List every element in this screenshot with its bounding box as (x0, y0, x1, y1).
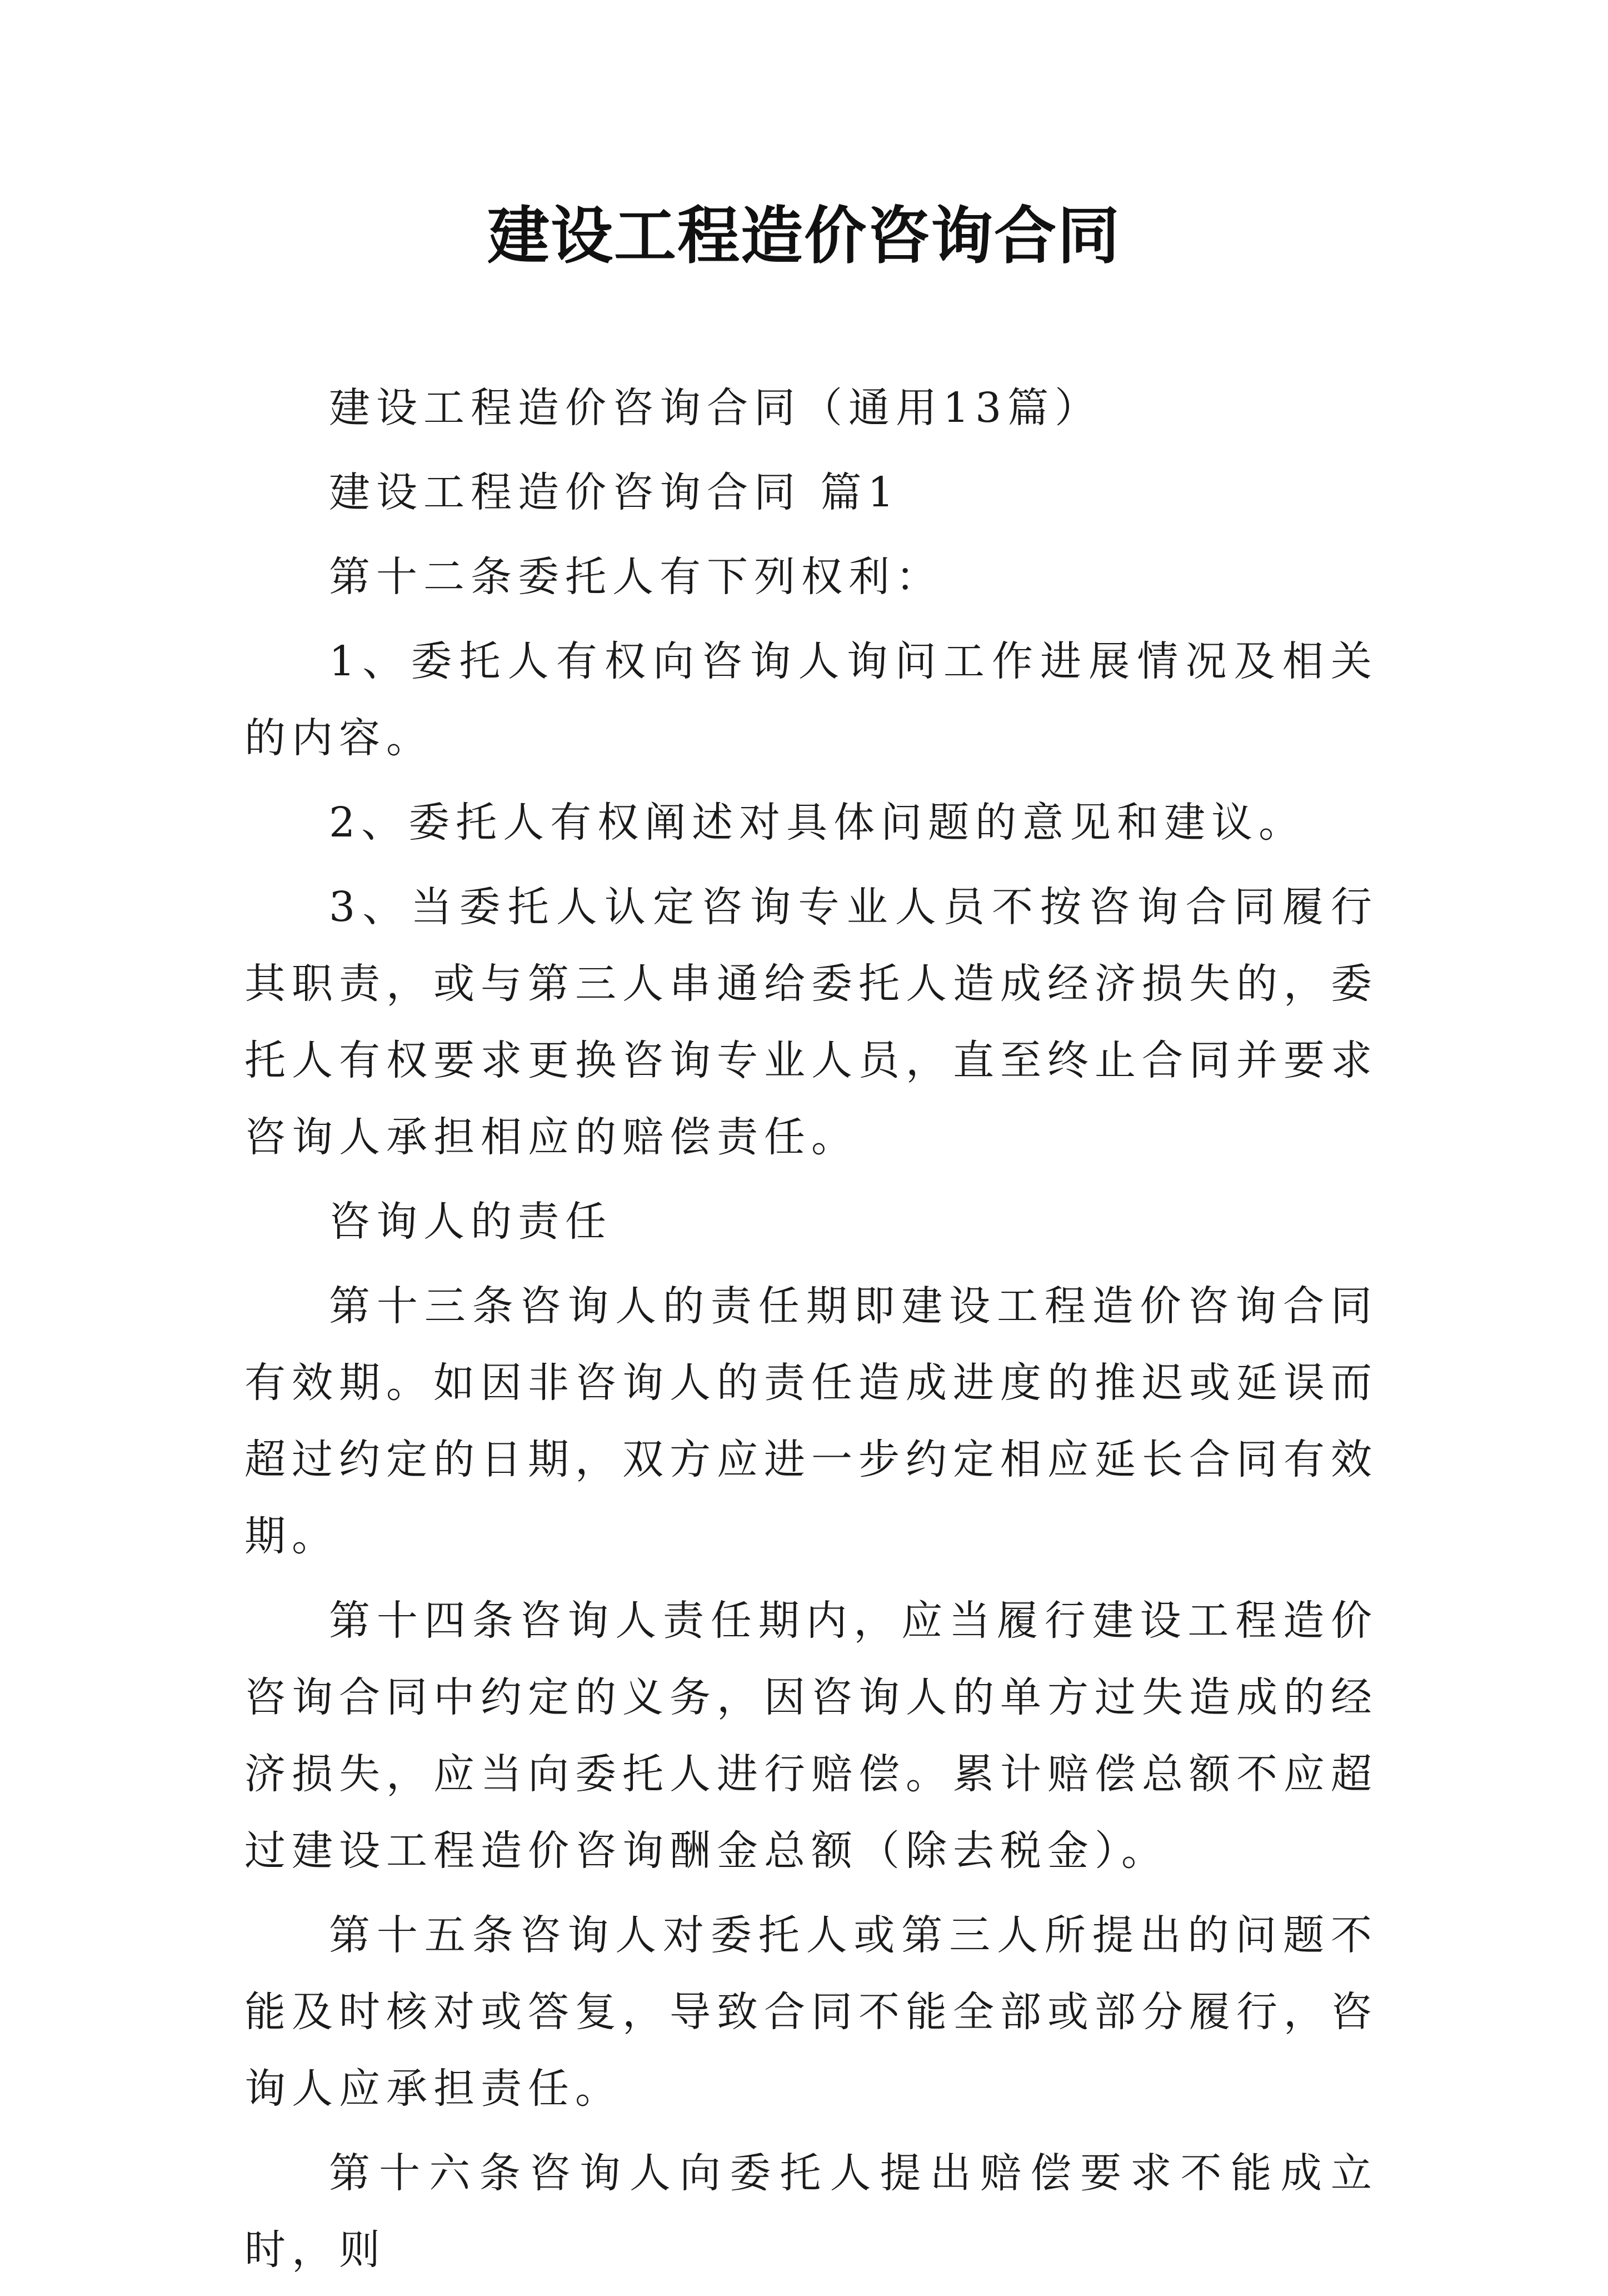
paragraph-article-15: 第十五条咨询人对委托人或第三人所提出的问题不能及时核对或答复，导致合同不能全部或部分履行，咨询人应承担责任。 (244, 1911, 1378, 2113)
document-body (244, 370, 1378, 2296)
paragraph-section-heading: 咨询人的责任 (329, 1198, 612, 1246)
document-title: 建设工程造价咨询合同 (487, 200, 1121, 272)
paragraph-article-14: 第十四条咨询人责任期内，应当履行建设工程造价咨询合同中约定的义务，因咨询人的单方过失造成的经济损失，应当向委托人进行赔偿。累计赔偿总额不应超过建设工程造价咨询酬金总额（除去税金）。 (244, 1597, 1378, 1875)
paragraph-article-13: 第十三条咨询人的责任期即建设工程造价咨询合同有效期。如因非咨询人的责任造成进度的推迟或延误而超过约定的日期，双方应进一步约定相应延长合同有效期。 (244, 1282, 1378, 1560)
paragraph-article-12: 第十二条委托人有下列权利： (329, 553, 943, 601)
paragraph-right-2: 2、委托人有权阐述对具体问题的意见和建议。 (329, 799, 1306, 846)
paragraph-right-1: 1、委托人有权向咨询人询问工作进展情况及相关的内容。 (244, 637, 1378, 762)
paragraph-collection-title: 建设工程造价咨询合同（通用13篇） (329, 384, 1102, 432)
paragraph-article-16: 第十六条咨询人向委托人提出赔偿要求不能成立时，则 (244, 2149, 1378, 2274)
paragraph-right-3: 3、当委托人认定咨询专业人员不按咨询合同履行其职责，或与第三人串通给委托人造成经济损失的，委托人有权要求更换咨询专业人员，直至终止合同并要求咨询人承担相应的赔偿责任。 (244, 883, 1378, 1161)
paragraph-part-heading: 建设工程造价咨询合同 篇1 (329, 469, 900, 516)
